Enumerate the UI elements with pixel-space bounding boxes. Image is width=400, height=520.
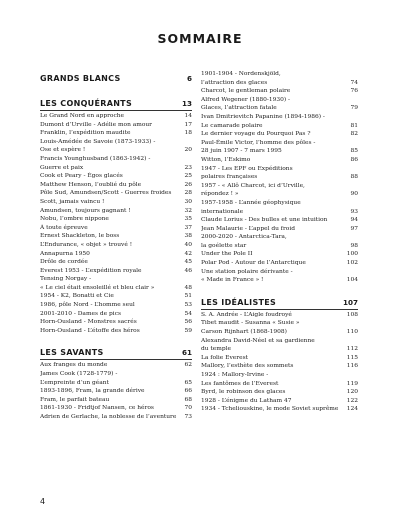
toc-entry-line[interactable] [201, 311, 358, 320]
toc-entry-text: Fram, le parfait bateau [40, 396, 110, 403]
toc-entry-page-number: 59 [184, 327, 192, 334]
toc-entry-page-number: 82 [350, 131, 358, 138]
toc-entry-text: Mallory, l’esthète des sommets [201, 363, 294, 370]
toc-entry-text: Everest 1953 - L’expédition royale [40, 267, 142, 274]
toc-entry-line[interactable] [40, 189, 192, 198]
toc-entry-text: Dumont d’Urville - Adélie mon amour [40, 121, 152, 128]
toc-entry-text: Le dernier voyage du Pourquoi Pas ? [201, 131, 311, 138]
toc-entry-page-number: 116 [346, 363, 358, 370]
toc-entry-list [201, 70, 358, 285]
toc-entry-text: Tensing Norgay - [40, 276, 92, 283]
toc-entry-line[interactable] [201, 156, 358, 165]
section-page-number: 61 [181, 348, 192, 358]
toc-entry-line[interactable] [40, 258, 192, 267]
toc-entry-line[interactable] [40, 396, 192, 405]
toc-entry-page-number: 124 [346, 406, 358, 413]
toc-entry-list [201, 311, 358, 414]
toc-entry-text: Matthew Henson, l’oublié du pôle [40, 181, 142, 188]
toc-entry-text: Polar Pod - Autour de l’Antarctique [201, 260, 306, 267]
toc-entry-line[interactable] [40, 172, 192, 181]
toc-entry-text: 1893-1896, Fram, la grande dérive [40, 388, 145, 395]
toc-entry-line[interactable] [201, 165, 358, 174]
toc-entry-page-number: 98 [350, 242, 358, 249]
toc-entry-line[interactable] [40, 292, 192, 301]
toc-entry-text: Carson Rijnhart (1868-1908) [201, 329, 287, 336]
section-title: GRANDS BLANCS [40, 74, 121, 83]
toc-entry-line[interactable] [201, 371, 358, 380]
toc-entry-text: Byrd, le robinson des glaces [201, 389, 286, 396]
toc-entry-page-number: 70 [184, 405, 192, 412]
toc-entry-line[interactable] [201, 190, 358, 199]
toc-entry-text: S. A. Andrée - L’Aigle foudroyé [201, 311, 292, 318]
toc-entry-page-number: 26 [184, 181, 192, 188]
toc-entry-line[interactable] [40, 112, 192, 121]
toc-entry-line[interactable] [201, 345, 358, 354]
toc-entry-line[interactable] [40, 301, 192, 310]
toc-entry-text: « Made in France » ! [201, 277, 264, 284]
toc-entry-page-number: 108 [346, 311, 358, 318]
toc-entry-page-number: 23 [184, 164, 192, 171]
toc-entry-text: Louis-Amédée de Savoie (1873-1933) - [40, 138, 156, 145]
toc-entry-page-number: 54 [184, 310, 192, 317]
toc-entry-page-number: 66 [184, 388, 192, 395]
section-header[interactable] [201, 296, 358, 308]
section-title: LES CONQUÉRANTS [40, 99, 133, 108]
toc-entry-text: Les fantômes de l’Everest [201, 380, 279, 387]
toc-entry-page-number: 115 [346, 354, 358, 361]
toc-entry-page-number: 14 [184, 113, 192, 119]
toc-entry-page-number: 85 [350, 148, 358, 155]
toc-entry-line[interactable] [201, 70, 358, 79]
toc-entry-page-number: 120 [346, 389, 358, 396]
toc-entry-list [40, 361, 192, 421]
toc-entry-line[interactable] [40, 138, 192, 147]
section-page-number: 6 [186, 74, 192, 83]
toc-entry-line[interactable] [40, 327, 192, 336]
toc-entry-text: Alfred Wegener (1880-1930) - [201, 96, 290, 103]
spacer [40, 84, 192, 95]
toc-entry-page-number: 40 [184, 241, 192, 248]
toc-entry-text: Francis Younghusband (1863-1942) - [40, 155, 151, 162]
toc-entry-text: internationale [201, 208, 244, 215]
section-header[interactable] [40, 97, 192, 109]
section-page-number: 13 [181, 99, 192, 108]
toc-entry-line[interactable] [40, 224, 192, 233]
toc-entry-text: L’empreinte d’un géant [40, 379, 109, 386]
toc-entry-page-number: 102 [346, 260, 358, 267]
section-divider [40, 359, 192, 360]
toc-entry-text: Jean Malaurie - L’appel du froid [201, 225, 295, 232]
section-title: LES SAVANTS [40, 348, 104, 358]
toc-entry-line[interactable] [201, 259, 358, 268]
toc-entry-line[interactable] [201, 79, 358, 88]
toc-entry-line[interactable] [201, 362, 358, 371]
toc-entry-page-number: 88 [350, 174, 358, 181]
toc-entry-text: répondez ! » [201, 191, 239, 198]
toc-entry-page-number: 93 [350, 208, 358, 215]
toc-entry-text: Horn-Ousland - Monstres sacrés [40, 319, 137, 326]
toc-entry-text: 1934 - Tcheliouskine, le mode Soviet suprême [201, 406, 339, 413]
toc-entry-line[interactable] [40, 207, 192, 216]
toc-entry-line[interactable] [40, 129, 192, 138]
toc-entry-text: Paul-Émile Victor, l’homme des pôles - [201, 139, 316, 146]
toc-entry-line[interactable] [40, 370, 192, 379]
toc-entry-line[interactable] [201, 147, 358, 156]
toc-entry-page-number: 110 [346, 329, 358, 336]
toc-entry-page-number: 65 [184, 379, 192, 386]
toc-entry-text: Le camarade polaire [201, 122, 263, 129]
toc-entry-text: Ose et espère ! [40, 147, 86, 154]
toc-entry-line[interactable] [40, 250, 192, 259]
spacer [40, 335, 192, 344]
toc-entry-text: 1986, pôle Nord - L’homme seul [40, 302, 135, 309]
toc-entry-line[interactable] [40, 155, 192, 164]
toc-entry-text: 28 juin 1907 - 7 mars 1995 [201, 148, 282, 155]
page-title: SOMMAIRE [157, 31, 243, 46]
toc-entry-page-number: 56 [184, 319, 192, 326]
toc-entry-text: l’attraction des glaces [201, 79, 268, 86]
toc-entry-text: la goélette star [201, 242, 247, 249]
section-header[interactable] [40, 346, 192, 358]
toc-entry-page-number: 17 [184, 121, 192, 128]
toc-entry-page-number: 30 [184, 198, 192, 205]
toc-entry-page-number: 32 [184, 207, 192, 214]
toc-entry-text: 2001-2010 - Dames de pics [40, 310, 122, 317]
toc-entry-line[interactable] [40, 387, 192, 396]
toc-entry-line[interactable] [40, 379, 192, 388]
toc-entry-page-number: 42 [184, 250, 192, 257]
toc-entry-text: 1861-1930 - Fridtjof Nansen, ce héros [40, 405, 154, 412]
toc-entry-line[interactable] [201, 104, 358, 113]
toc-entry-page-number: 100 [346, 251, 358, 258]
toc-entry-line[interactable] [201, 139, 358, 148]
toc-entry-text: Franklin, l’expédition maudite [40, 130, 131, 137]
toc-entry-line[interactable] [201, 250, 358, 259]
toc-entry-text: Under the Pole II [201, 251, 253, 258]
toc-entry-text: Adrien de Gerlache, la noblesse de l’aventure [40, 414, 177, 420]
toc-entry-line[interactable] [201, 96, 358, 105]
toc-entry-line[interactable] [40, 121, 192, 130]
spacer [201, 285, 358, 294]
toc-entry-page-number: 122 [346, 397, 358, 404]
toc-entry-line[interactable] [201, 87, 358, 96]
toc-entry-text: Alexandra David-Néel et sa gardienne [201, 337, 315, 344]
toc-entry-text: 1924 : Mallory-Irvine - [201, 372, 269, 378]
toc-entry-text: Amundsen, toujours gagnant ! [40, 207, 131, 214]
toc-entry-text: « Le ciel était ensoleillé et bleu clair » [40, 284, 155, 291]
toc-entry-line[interactable] [40, 181, 192, 190]
toc-entry-page-number: 20 [184, 147, 192, 154]
toc-entry-line[interactable] [40, 146, 192, 155]
toc-entry-line[interactable] [40, 232, 192, 241]
toc-entry-text: Charcot, le gentleman polaire [201, 88, 291, 95]
toc-entry-line[interactable] [201, 199, 358, 208]
toc-entry-text: Scott, jamais vaincu ! [40, 198, 105, 205]
toc-entry-page-number: 74 [350, 79, 358, 86]
toc-entry-text: À toute épreuve [40, 224, 88, 231]
toc-entry-line[interactable] [40, 361, 192, 370]
toc-column-left [40, 70, 192, 422]
toc-entry-text: Ernest Shackleton, le boss [40, 233, 120, 240]
toc-entry-text: Le Grand Nord en approche [40, 113, 125, 119]
toc-entry-line[interactable] [40, 164, 192, 173]
section-divider [201, 309, 358, 310]
toc-entry-text: Tibet maudit - Susanna « Susie » [201, 320, 300, 327]
toc-entry-text: Nobu, l’ombre nippone [40, 216, 109, 223]
toc-entry-line[interactable] [201, 208, 358, 217]
toc-entry-line[interactable] [201, 319, 358, 328]
toc-entry-text: 1957-1958 - L’année géophysique [201, 199, 301, 206]
toc-entry-page-number: 119 [346, 380, 358, 387]
toc-entry-line[interactable] [201, 225, 358, 234]
toc-entry-line[interactable] [201, 337, 358, 346]
toc-entry-text: Annapurna 1950 [40, 250, 90, 257]
toc-entry-text: Ivan Dmitrievitch Papanine (1894-1986) - [201, 113, 325, 120]
toc-entry-line[interactable] [201, 216, 358, 225]
toc-entry-text: 1954 - K2, Bonatti et Cie [40, 293, 114, 300]
toc-entry-text: polaires françaises [201, 174, 258, 181]
toc-entry-page-number: 73 [184, 414, 192, 420]
section-title: LES IDÉALISTES [201, 297, 277, 307]
toc-entry-line[interactable] [40, 241, 192, 250]
toc-entry-line[interactable] [40, 198, 192, 207]
toc-entry-page-number: 35 [184, 216, 192, 223]
section-page-number: 107 [342, 297, 358, 307]
toc-entry-text: La folie Everest [201, 354, 248, 361]
toc-entry-page-number: 90 [350, 191, 358, 198]
toc-entry-line[interactable] [201, 268, 358, 277]
toc-entry-page-number: 45 [184, 259, 192, 266]
toc-entry-list [40, 112, 192, 335]
toc-entry-text: Une station polaire dérivante - [201, 268, 293, 275]
page-folio: 4 [40, 497, 46, 506]
toc-entry-line[interactable] [40, 404, 192, 413]
toc-entry-page-number: 48 [184, 284, 192, 291]
toc-entry-text: 1947 - Les EPF ou Expéditions [201, 165, 293, 172]
toc-entry-page-number: 79 [350, 105, 358, 112]
toc-entry-page-number: 37 [184, 224, 192, 231]
toc-entry-page-number: 94 [350, 217, 358, 224]
toc-entry-line[interactable] [40, 215, 192, 224]
toc-entry-line[interactable] [40, 275, 192, 284]
toc-entry-line[interactable] [40, 284, 192, 293]
toc-entry-page-number: 68 [184, 396, 192, 403]
toc-entry-line[interactable] [201, 122, 358, 131]
toc-entry-line[interactable] [201, 173, 358, 182]
toc-entry-page-number: 18 [184, 130, 192, 137]
toc-entry-line[interactable] [201, 354, 358, 363]
toc-entry-text: James Cook (1728-1779) - [40, 371, 118, 378]
toc-entry-page-number: 25 [184, 173, 192, 180]
toc-entry-line[interactable] [40, 318, 192, 327]
toc-entry-page-number: 28 [184, 190, 192, 197]
toc-entry-text: 2000-2020 - Antarctica-Tara, [201, 234, 287, 241]
toc-entry-page-number: 97 [350, 225, 358, 232]
toc-entry-text: Glaces, l’attraction fatale [201, 105, 277, 112]
toc-entry-text: Claude Lorius - Des bulles et une intuition [201, 217, 328, 224]
toc-entry-text: 1901-1904 - Nordenskjöld, [201, 71, 281, 77]
toc-entry-text: Drôle de cordée [40, 259, 88, 266]
toc-entry-line[interactable] [201, 328, 358, 337]
toc-column-right [201, 70, 358, 414]
toc-entry-line[interactable] [201, 397, 358, 406]
toc-entry-text: L’Endurance, « objet » trouvé ! [40, 241, 133, 248]
toc-entry-text: 1957 - « Allô Charcot, ici d’Urville, [201, 182, 305, 189]
toc-entry-line[interactable] [201, 130, 358, 139]
toc-entry-page-number: 62 [184, 362, 192, 369]
toc-entry-line[interactable] [201, 388, 358, 397]
toc-entry-line[interactable] [201, 233, 358, 242]
toc-entry-page-number: 53 [184, 302, 192, 309]
toc-entry-text: Pôle Sud, Amundsen/Scott - Guerres froides [40, 190, 172, 197]
toc-entry-line[interactable] [40, 310, 192, 319]
toc-entry-text: Guerre et paix [40, 164, 84, 171]
toc-entry-line[interactable] [201, 276, 358, 285]
toc-entry-line[interactable] [201, 405, 358, 414]
toc-entry-page-number: 76 [350, 88, 358, 95]
toc-entry-text: Witton, l’Eskimo [201, 156, 251, 163]
toc-entry-line[interactable] [201, 182, 358, 191]
toc-entry-page-number: 81 [350, 122, 358, 129]
toc-entry-line[interactable] [201, 380, 358, 389]
toc-entry-text: Aux franges du monde [40, 362, 108, 369]
toc-entry-page-number: 86 [350, 156, 358, 163]
toc-entry-page-number: 112 [346, 346, 358, 353]
toc-entry-page-number: 104 [346, 277, 358, 284]
toc-entry-text: Cook et Peary - Égos glacés [40, 173, 123, 180]
toc-entry-text: du temple [201, 346, 232, 353]
toc-entry-line[interactable] [40, 413, 192, 422]
toc-entry-line[interactable] [201, 113, 358, 122]
toc-entry-text: Horn-Ousland - L’étoffe des héros [40, 327, 140, 334]
toc-entry-page-number: 38 [184, 233, 192, 240]
toc-entry-line[interactable] [201, 242, 358, 251]
toc-entry-line[interactable] [40, 267, 192, 276]
section-divider [40, 110, 192, 111]
section-header[interactable] [40, 72, 192, 84]
toc-entry-page-number: 51 [184, 293, 192, 300]
toc-entry-page-number: 46 [184, 267, 192, 274]
toc-entry-text: 1928 - L’énigme du Latham 47 [201, 397, 292, 404]
